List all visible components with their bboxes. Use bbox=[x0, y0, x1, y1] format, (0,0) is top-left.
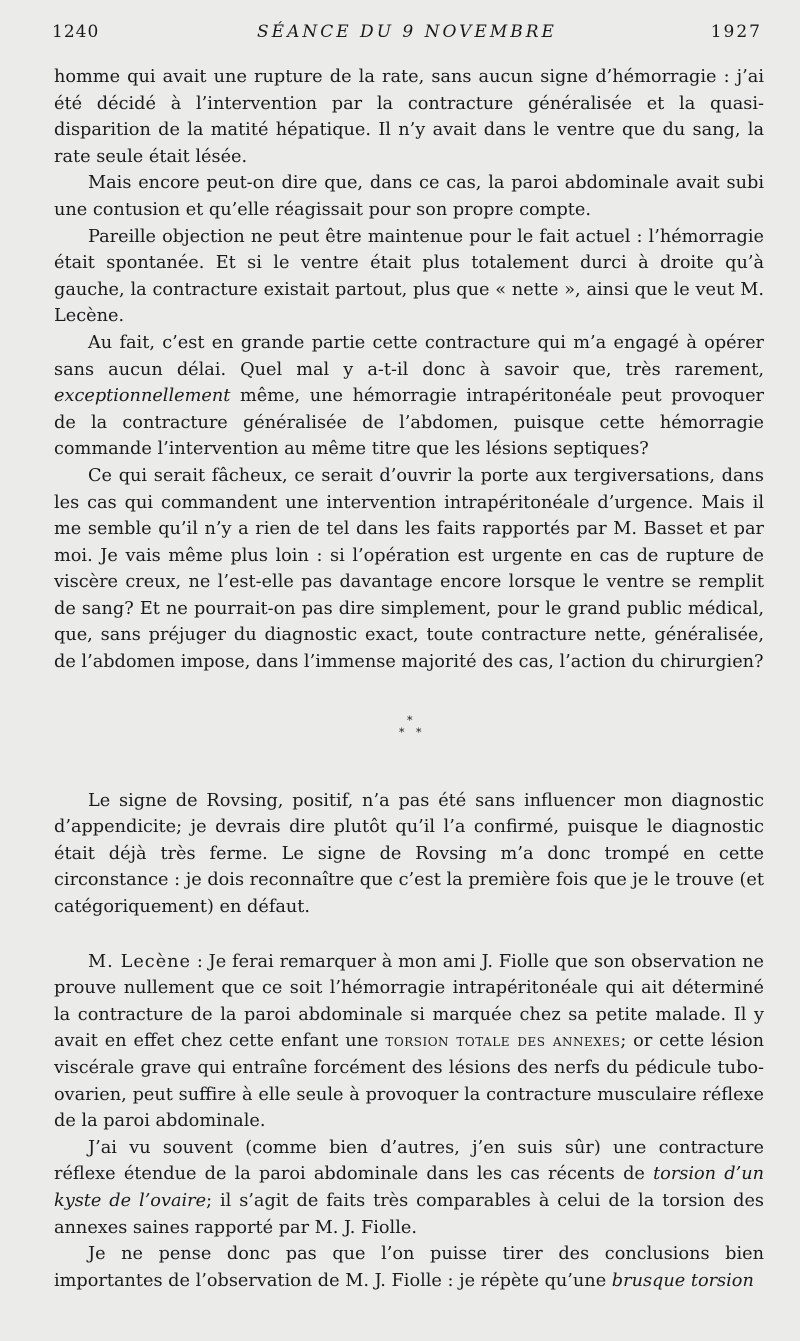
paragraph: homme qui avait une rupture de la rate, sans aucun signe d’hémorragie : j’ai été décidé à l’intervention par la contracture généralisée et la quasi-disparition de la matité hépatique. Il n’y avait dans le ventre que du sang, la rate seule était lésée. bbox=[54, 67, 764, 167]
text-run: Je ne pense donc pas que l’on puisse tirer des conclusions bien importantes de l’observation de M. J. Fiolle : je répète qu’une bbox=[54, 1244, 764, 1291]
emphasis-text: exceptionnellement bbox=[54, 386, 231, 407]
page-number: 1240 bbox=[52, 22, 100, 42]
speaker-name: M. Lecène bbox=[88, 951, 192, 972]
paragraph: Mais encore peut-on dire que, dans ce cas, la paroi abdominale avait subi une contusion et qu’elle réagissait pour son propre compte. bbox=[54, 173, 764, 220]
emphasis-text: brusque torsion bbox=[611, 1270, 754, 1291]
text-run: ; il s’agit de faits très comparables à celui de la torsion des annexes saines rapporté par M. J. Fiolle. bbox=[54, 1190, 764, 1238]
paragraph bbox=[54, 1241, 764, 1294]
paragraph: Pareille objection ne peut être maintenue pour le fait actuel : l’hémorragie était spontanée. Et si le ventre était plus totalement durci à droite qu’à gauche, la contracture existait partout, plus que « nette », ainsi que le veut M. Lecène. bbox=[54, 226, 764, 327]
paragraph bbox=[54, 949, 764, 1135]
text-run: même, une hémorragie intrapéritonéale peut provoquer de la contracture généralisée de l’abdomen, puisque cette hémorragie commande l’intervention au même titre que les lésions septiques? bbox=[54, 386, 764, 460]
small-caps-text: torsion totale des annexes bbox=[385, 1031, 621, 1052]
text-run: Au fait, c’est en grande partie cette contracture qui m’a engagé à opérer sans aucun délai. Quel mal y a-t-il donc à savoir que, très rarement, bbox=[54, 332, 764, 380]
text-run: J’ai vu souvent (comme bien d’autres, j’en suis sûr) une contracture réflexe étendue de la paroi abdominale dans les cas récents de bbox=[54, 1137, 764, 1185]
paragraph: Ce qui serait fâcheux, ce serait d’ouvrir la porte aux tergiversations, dans les cas qui commandent une intervention intrapéritonéale d’urgence. Mais il me semble qu’il n’y a rien de tel dans les faits rapportés par M. Basset et par moi. Je vais même plus loin : si l’opération est urgente en cas de rupture de viscère creux, ne l’est-elle pas davantage encore lorsque le ventre se remplit de sang? Et ne pourrait-on pas dire simplement, pour le grand public médical, que, sans préjuger du diagnostic exact, toute contracture nette, généralisée, de l’abdomen impose, dans l’immense majorité des cas, l’action du chirurgien? bbox=[54, 465, 764, 673]
paragraph bbox=[54, 330, 764, 463]
body-text bbox=[54, 64, 764, 1294]
text-run: : Je ferai remarquer à mon ami J. Fiolle que son observation ne prouve nullement que ce soit l’hémorragie intrapéritonéale qui ait déterminé la contracture de la paroi abdominale si marquée chez sa petite malade. Il y avait en effet chez cette enfant une bbox=[54, 951, 764, 1052]
emphasis-text: torsion d’un kyste de l’ovaire bbox=[54, 1164, 764, 1211]
asterisk: * bbox=[407, 713, 413, 727]
running-year: 1927 bbox=[710, 22, 762, 42]
text-run: ; or cette lésion viscérale grave qui entraîne forcément des lésions des nerfs du pédicule tubo-ovarien, peut suffire à elle seule à provoquer la contracture musculaire réflexe de la paroi abdominale. bbox=[54, 1031, 764, 1132]
paragraph bbox=[54, 1135, 764, 1241]
section-separator bbox=[54, 686, 764, 752]
asterisk: * bbox=[416, 725, 422, 739]
asterisk: * bbox=[399, 725, 405, 739]
running-header bbox=[52, 22, 762, 44]
running-title: SÉANCE DU 9 NOVEMBRE bbox=[257, 22, 557, 42]
paragraph: Le signe de Rovsing, positif, n’a pas été sans influencer mon diagnostic d’appendicite; je devrais dire plutôt qu’il l’a confirmé, puisque le diagnostic était déjà très ferme. Le signe de Rovsing m’a donc trompé en cette circonstance : je dois reconnaître que c’est la première fois que je le trouve (et catégoriquement) en défaut. bbox=[54, 790, 764, 918]
